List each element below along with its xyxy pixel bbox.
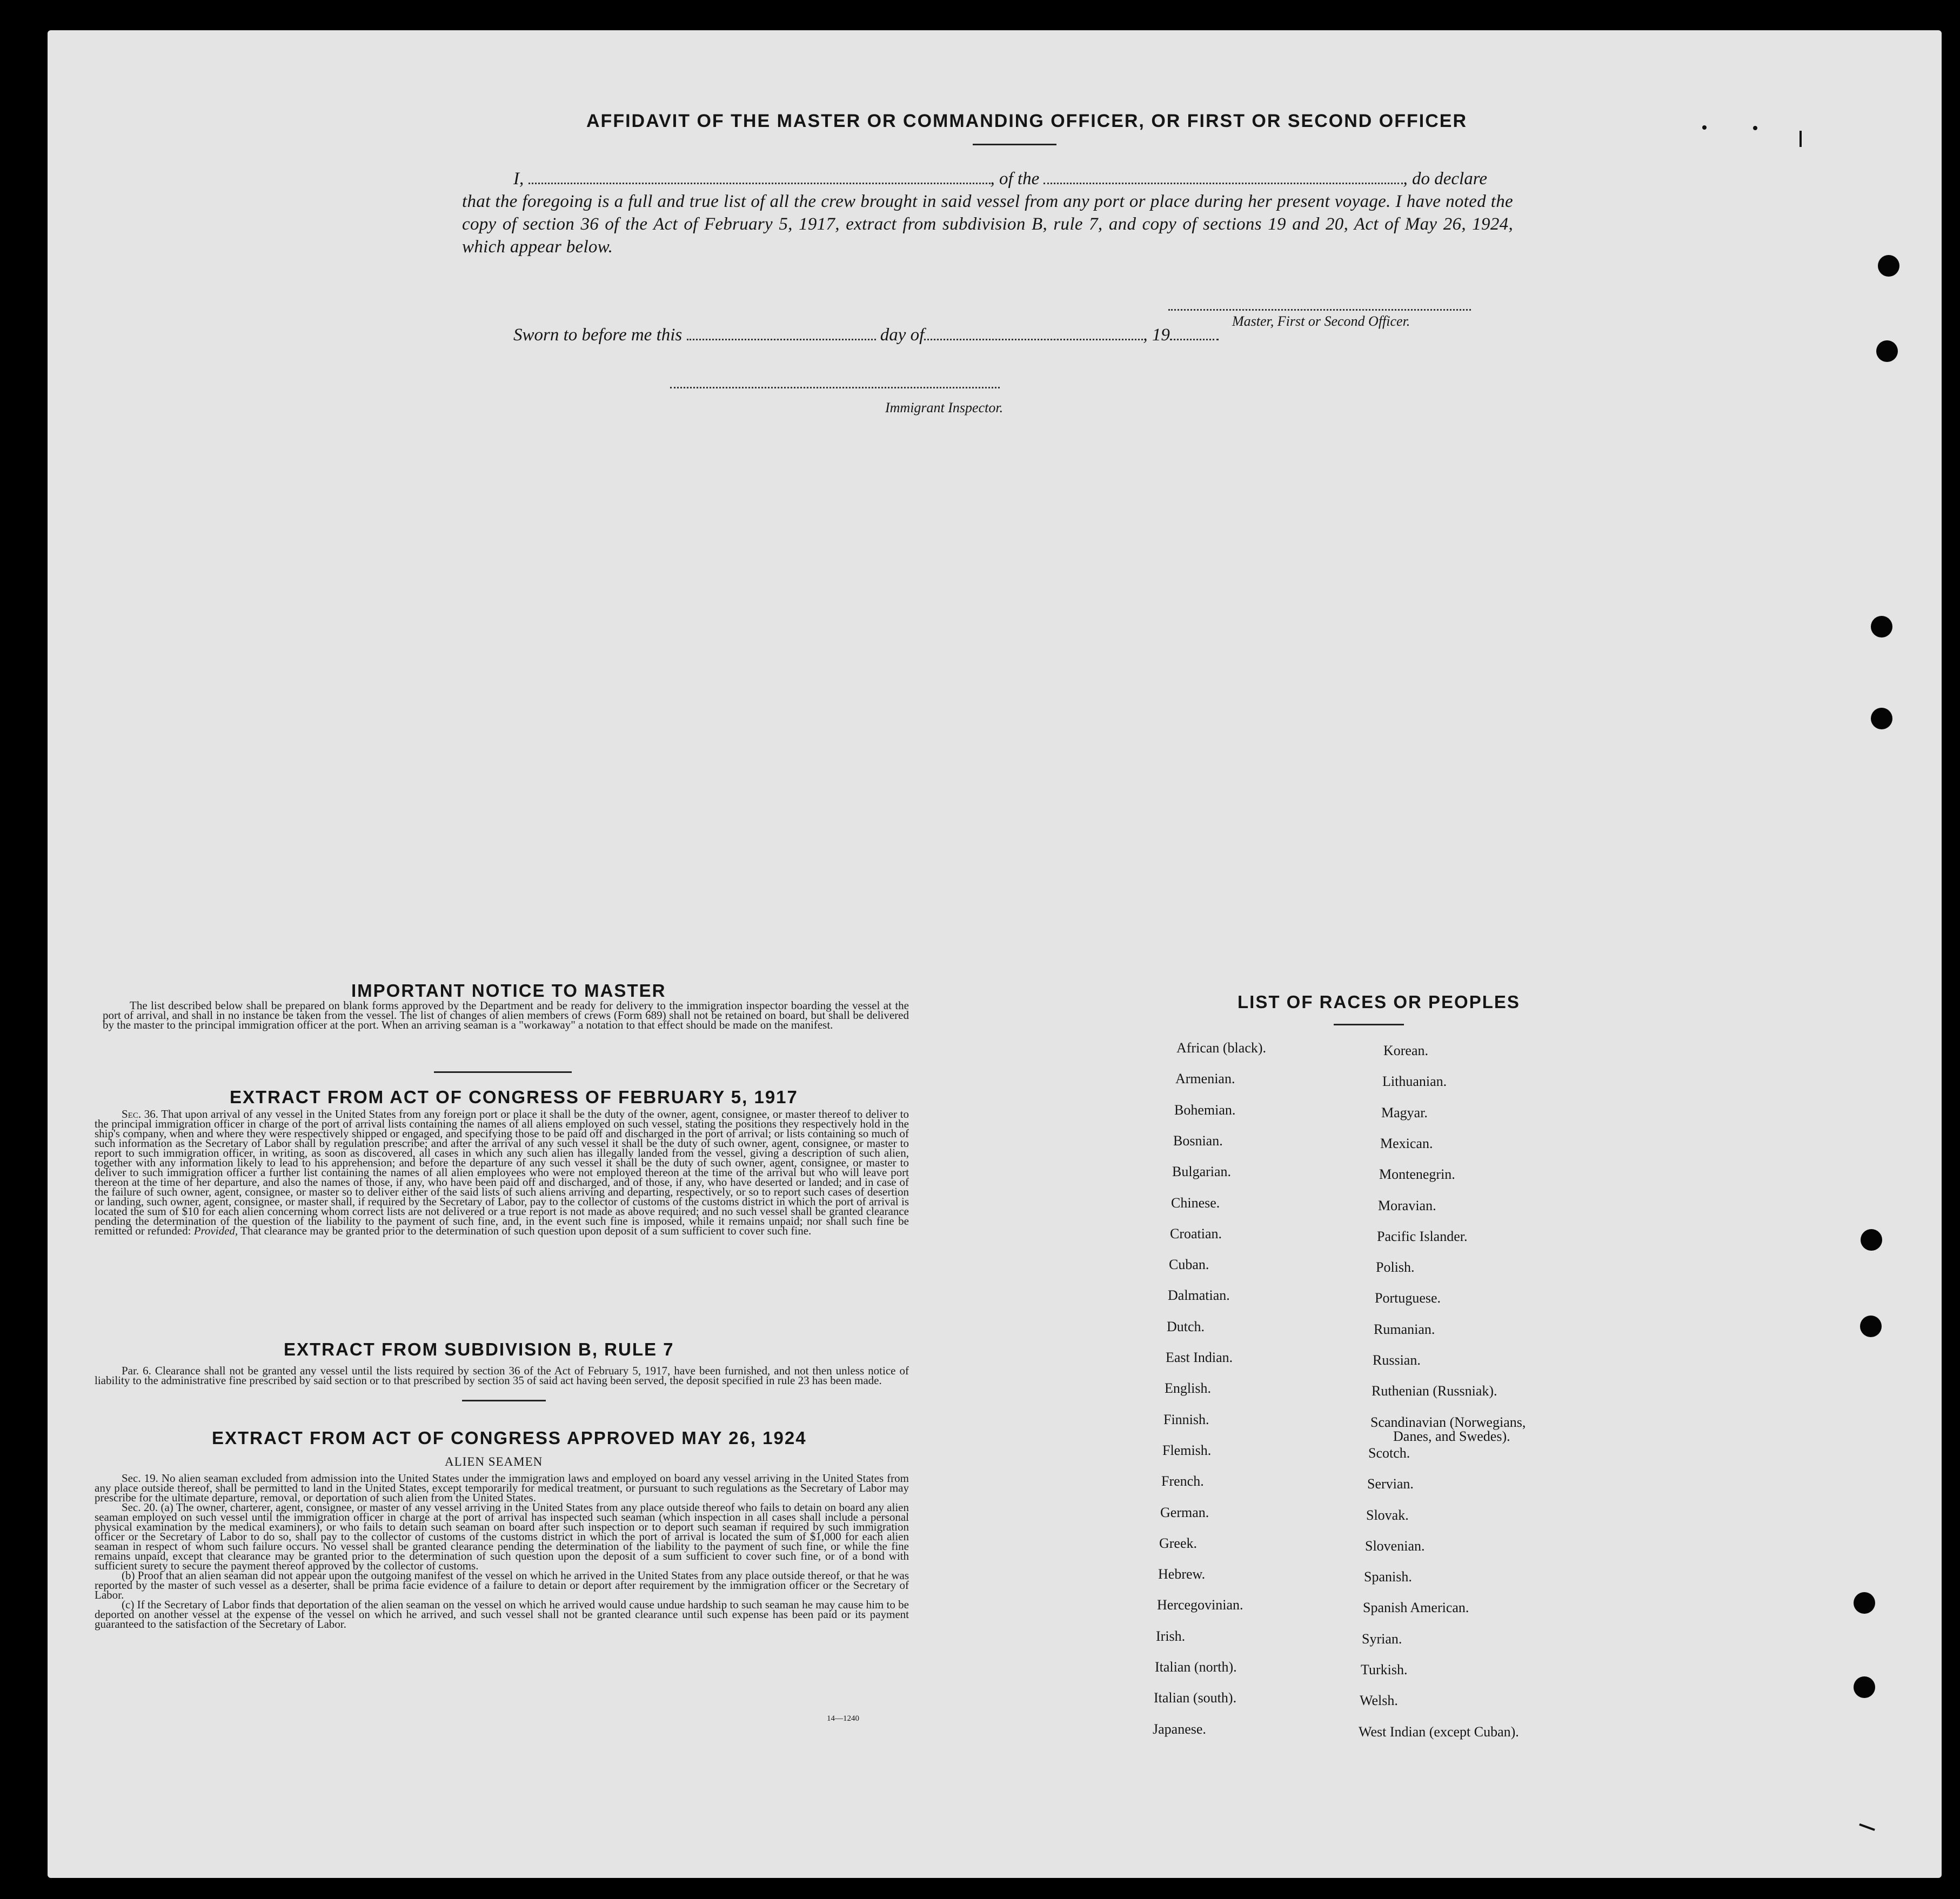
sec20a-paragraph [95, 1502, 909, 1571]
sec19-paragraph [95, 1473, 909, 1502]
race-item: Cuban. [1169, 1257, 1209, 1273]
race-item: Pacific Islander. [1377, 1228, 1468, 1244]
title-divider [973, 144, 1056, 145]
rule7-divider [462, 1400, 546, 1401]
race-item: East Indian. [1166, 1350, 1233, 1365]
race-item: Slovak. [1366, 1507, 1409, 1523]
speck [1800, 131, 1802, 147]
race-item: Polish. [1376, 1259, 1415, 1276]
affidavit-line1-start: I, [513, 169, 524, 189]
race-item: Finnish. [1163, 1411, 1209, 1427]
sworn-year-blank[interactable] [1170, 326, 1219, 340]
sec19-text: Sec. 19. No alien seaman excluded from admission into the United States under the immigration laws and employed on board any vessel arriving in the United States from any place outside thereof, shall be permitted to land in the United States, except temporarily for medical treatment, or pursuant to such regulations as the Secretary of Labor may prescribe for the ultimate departure, removal, or deportation of such alien from the United States. [95, 1472, 909, 1504]
race-item: Japanese. [1153, 1721, 1206, 1737]
sec20c-paragraph [95, 1600, 909, 1629]
race-item: Irish. [1156, 1628, 1186, 1644]
race-item: Bosnian. [1173, 1132, 1223, 1149]
affidavit-declaration [462, 167, 1513, 258]
master-name-blank[interactable] [529, 170, 991, 184]
race-item: Mexican. [1380, 1135, 1433, 1151]
alien-seamen-subtitle: ALIEN SEAMEN [445, 1455, 543, 1468]
race-item: French. [1161, 1473, 1204, 1489]
race-item: Flemish. [1162, 1442, 1212, 1458]
race-item: African (black). [1176, 1040, 1267, 1056]
race-item: Spanish. [1364, 1569, 1412, 1585]
notice-paragraph: The list described below shall be prepared on blank forms approved by the Department and be ready for delivery to the immigration inspector boarding the vessel at the port of arrival, and shall in no instance be taken from the vessel. The list of changes of alien members of crews (Form 689) shall not be retained on board, but shall be delivered by the master to the principal immigration officer at the port. When an arriving seaman is a "workaway" a notation to that effect should be made on the manifest. [103, 999, 909, 1031]
race-item: Lithuanian. [1382, 1073, 1447, 1090]
race-item: Chinese. [1171, 1195, 1220, 1211]
race-item: Syrian. [1362, 1630, 1402, 1647]
binder-hole [1861, 1229, 1882, 1251]
race-item: Turkish. [1361, 1662, 1408, 1677]
sworn-line [513, 325, 1219, 345]
race-item: Dutch. [1167, 1318, 1205, 1334]
race-item: Montenegrin. [1379, 1166, 1455, 1183]
race-item: Slovenian. [1365, 1538, 1425, 1554]
binder-hole [1854, 1592, 1875, 1614]
race-item: Moravian. [1378, 1197, 1436, 1213]
race-item: Magyar. [1381, 1104, 1428, 1120]
extract-1924-text [95, 1473, 909, 1629]
sec36-text-end: That clearance may be granted prior to the determination of such question upon deposit of a sum sufficient to cover such fine. [240, 1224, 812, 1237]
race-item: Welsh. [1360, 1693, 1398, 1709]
extract-1924-title: EXTRACT FROM ACT OF CONGRESS APPROVED MAY 26, 1924 [212, 1428, 807, 1448]
sec36-proviso: Provided, [193, 1224, 238, 1237]
master-signature-label: Master, First or Second Officer. [1232, 313, 1410, 329]
speck [1702, 125, 1707, 130]
race-item: Danes, and Swedes). [1393, 1428, 1510, 1444]
race-item: Italian (south). [1154, 1690, 1237, 1706]
binder-hole [1871, 616, 1892, 638]
binder-hole [1860, 1316, 1882, 1337]
speck [1753, 126, 1757, 130]
race-item: German. [1160, 1504, 1209, 1520]
binder-hole [1854, 1676, 1875, 1698]
race-item: Dalmatian. [1168, 1287, 1230, 1304]
master-signature-line[interactable] [1168, 309, 1471, 311]
race-item: Bulgarian. [1172, 1164, 1232, 1180]
rule7-paragraph: Par. 6. Clearance shall not be granted any vessel until the lists required by section 36 of the Act of February 5, 1917, have been furnished, and not then unless notice of liability to the administrative fine prescribed by said section or to that prescribed by section 35 of said act having been served, the deposit specified in rule 23 has been made. [95, 1364, 909, 1387]
sworn-year: , 19 [1143, 325, 1170, 345]
race-item: Italian (north). [1155, 1659, 1237, 1675]
race-item: Armenian. [1175, 1071, 1235, 1087]
vessel-name-blank[interactable] [1043, 170, 1403, 184]
binder-hole [1871, 708, 1892, 729]
race-item: Russian. [1373, 1352, 1421, 1368]
race-item: Spanish American. [1363, 1600, 1469, 1616]
race-item: English. [1165, 1380, 1211, 1397]
inspector-label: Immigrant Inspector. [885, 400, 1004, 415]
binder-hole [1876, 340, 1898, 362]
races-divider [1334, 1024, 1404, 1025]
race-item: Hebrew. [1158, 1566, 1206, 1582]
sworn-day-blank[interactable] [687, 326, 876, 340]
race-item: Bohemian. [1174, 1102, 1236, 1118]
race-item: Greek. [1159, 1535, 1198, 1551]
notice-text [103, 1001, 909, 1030]
inspector-signature-line[interactable] [670, 387, 1000, 388]
sworn-month-blank[interactable] [924, 326, 1143, 340]
affidavit-do-declare: , do declare [1403, 169, 1487, 189]
extract-1917-text [95, 1109, 909, 1236]
sworn-day-of: day of [880, 325, 925, 345]
notice-title: IMPORTANT NOTICE TO MASTER [351, 981, 666, 1001]
binder-hole [1878, 255, 1899, 277]
race-item: Servian. [1367, 1476, 1414, 1492]
extract-1917-title: EXTRACT FROM ACT OF CONGRESS OF FEBRUARY 5, 1917 [230, 1087, 798, 1107]
race-item: Croatian. [1170, 1225, 1222, 1242]
affidavit-body: that the foregoing is a full and true list of all the crew brought in said vessel from any port or place during her present voyage. I have noted the copy of section 36 of the Act of February 5, 1917, extract from subdivision B, rule 7, and copy of sections 19 and 20, Act of May 26, 1924, which appear below. [462, 192, 1513, 257]
race-item: Portuguese. [1375, 1290, 1441, 1306]
extract-rule7-text [95, 1366, 909, 1385]
race-item: Korean. [1383, 1043, 1429, 1058]
sec20a-text: Sec. 20. (a) The owner, charterer, agent, consignee, or master of any vessel arriving in the United States from any place outside thereof who fails to detain on board any alien seaman employed on such vessel until the immigration officer in charge at the port of arrival has inspected such seaman (which inspection in all cases shall include a personal physical examination by the medical examiners), or who fails to detain such seaman on board after such inspection or to deport such seaman if required by such immigration officer or the Secretary of Labor to do so, shall pay to the collector of customs of the customs district in which the port of arrival is located the sum of $1,000 for each alien seaman in respect of whom such failure occurs. No vessel shall be granted clearance pending the determination of the liability to the payment of such fine, or while the fine remains unpaid, except that clearance may be granted prior to the determination of such question upon the deposit of a sum sufficient to cover such fine, or of a bond with sufficient surety to secure the payment thereof approved by the collector of customs. [95, 1501, 909, 1572]
race-item: West Indian (except Cuban). [1359, 1723, 1519, 1740]
race-item: Hercegovinian. [1157, 1597, 1243, 1613]
race-item: Scotch. [1368, 1445, 1410, 1461]
sec36-text: That upon arrival of any vessel in the United States from any foreign port or place it shall be the duty of the owner, agent, consignee, or master thereof to deliver to the principal immigration officer in charge of the port of arrival lists containing the names of all aliens employed on such vessel, stating the positions they respectively hold in the ship's company, when and where they were respectively shipped or engaged, and specifying those to be paid off and discharged in the port of arrival; or lists containing so much of such information as the Secretary of Labor shall by regulation prescribe; and after the arrival of any such vessel it shall be the duty of such owner, agent, consignee, or master to report to such immigration officer, in writing, as soon as discovered, all cases in which any such alien has illegally landed from the vessel, giving a description of such alien, together with any information likely to lead to his apprehension; and before the departure of any such vessel it shall be the duty of such owner, agent, consignee, or master to deliver to such immigration officer a further list containing the names of all alien employees who were not employed thereon at the time of the arrival but who will leave port thereon at the time of her departure, and also the names of those, if any, who have been paid off and discharged, and of those, if any, who have deserted or landed; and in case of the failure of such owner, agent, consignee, or master so to deliver either of the said lists of such aliens arriving and departing, respectively, or so to report such cases of desertion or landing, such owner, agent, consignee, or master shall, if required by the Secretary of Labor, pay to the collector of customs of the customs district in which the port of arrival is located the sum of $10 for each alien concerning whom correct lists are not delivered or a true report is not made as above required; and no such vessel shall be granted clearance pending the determination of the question of the liability to the payment of such fine, and, in the event such fine is imposed, while it remains unpaid; nor shall such fine be remitted or refunded: [95, 1108, 909, 1237]
races-title: LIST OF RACES OR PEOPLES [1237, 992, 1520, 1012]
affidavit-title: AFFIDAVIT OF THE MASTER OR COMMANDING OFFICER, OR FIRST OR SECOND OFFICER [586, 111, 1467, 131]
notice-divider [434, 1071, 572, 1073]
sec20c-text: (c) If the Secretary of Labor finds that deportation of the alien seaman on the vessel on which he arrived would cause undue hardship to such seaman he may cause him to be deported on another vessel at the expense of the vessel on which he arrived, and such vessel shall not be granted clearance until such expense has been paid or its payment guaranteed to the satisfaction of the Secretary of Labor. [95, 1598, 909, 1630]
race-item: Scandinavian (Norwegians, [1370, 1414, 1526, 1430]
race-item: Rumanian. [1374, 1321, 1435, 1337]
sec20b-paragraph [95, 1571, 909, 1600]
sec20b-text: (b) Proof that an alien seaman did not appear upon the outgoing manifest of the vessel on which he arrived in the United States from any place outside thereof, or that he was reported by the master of such vessel as a deserter, shall be prima facie evidence of a failure to detain or deport after requirement by the immigration officer or the Secretary of Labor. [95, 1569, 909, 1601]
sworn-start: Sworn to before me this [513, 325, 683, 345]
extract-rule7-title: EXTRACT FROM SUBDIVISION B, RULE 7 [284, 1339, 674, 1359]
form-number: 14—1240 [827, 1714, 859, 1723]
race-item: Ruthenian (Russniak). [1372, 1383, 1497, 1399]
sec36-label: Sec. 36. [122, 1108, 158, 1120]
affidavit-of-the: , of the [990, 169, 1040, 189]
